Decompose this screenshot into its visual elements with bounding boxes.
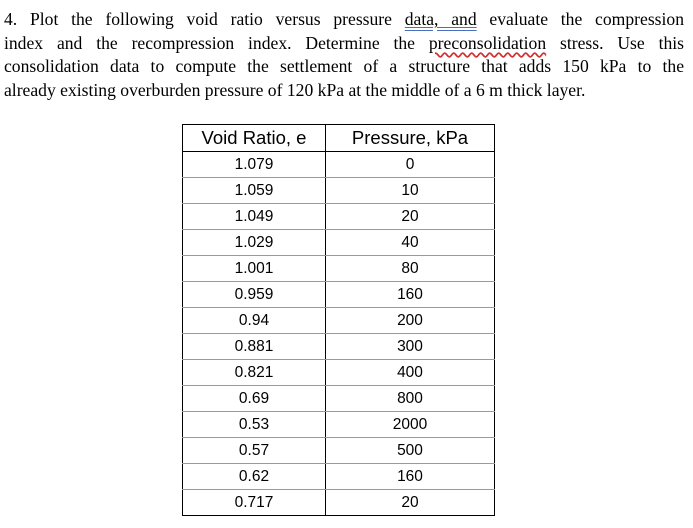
- table-row: [183, 178, 495, 204]
- pressure-cell: 160: [326, 464, 495, 490]
- void-ratio-cell: 1.049: [183, 204, 326, 230]
- void-ratio-cell: 0.62: [183, 464, 326, 490]
- problem-statement: [4, 8, 688, 102]
- table-row: [183, 256, 495, 282]
- void-ratio-cell: 0.881: [183, 334, 326, 360]
- header-pressure: Pressure, kPa: [326, 125, 495, 152]
- pressure-cell: 300: [326, 334, 495, 360]
- void-ratio-pressure-table: [182, 124, 495, 516]
- pressure-cell: 400: [326, 360, 495, 386]
- table-row: [183, 204, 495, 230]
- table-row: [183, 464, 495, 490]
- table-row: [183, 438, 495, 464]
- void-ratio-cell: 1.029: [183, 230, 326, 256]
- table-row: [183, 308, 495, 334]
- problem-line-2-end: stress. Use this: [546, 32, 684, 53]
- table-row: [183, 230, 495, 256]
- void-ratio-cell: 0.69: [183, 386, 326, 412]
- table-row: [183, 334, 495, 360]
- problem-line-1-end: evaluate the compression: [476, 9, 684, 29]
- pressure-cell: 40: [326, 230, 495, 256]
- problem-line-3: consolidation data to compute the settlement of a structure that adds 150 kPa to the: [4, 56, 684, 77]
- spellcheck-underlined-word: preconsolidation: [428, 32, 547, 53]
- pressure-cell: 10: [326, 178, 495, 204]
- void-ratio-cell: 1.001: [183, 256, 326, 282]
- pressure-cell: 2000: [326, 412, 495, 438]
- problem-line-2-start: index and the recompression index. Determine the: [4, 32, 429, 53]
- problem-line-4: already existing overburden pressure of 120 kPa at the middle of a 6 m thick layer.: [4, 79, 586, 100]
- pressure-cell: 80: [326, 256, 495, 282]
- void-ratio-cell: 0.717: [183, 490, 326, 516]
- problem-line-1: [4, 8, 684, 32]
- table-header-row: [183, 125, 495, 152]
- table-row: [183, 386, 495, 412]
- pressure-cell: 800: [326, 386, 495, 412]
- pressure-cell: 500: [326, 438, 495, 464]
- void-ratio-cell: 0.959: [183, 282, 326, 308]
- void-ratio-cell: 1.059: [183, 178, 326, 204]
- table-row: [183, 152, 495, 178]
- grammar-underlined-phrase: data, and: [404, 9, 477, 29]
- pressure-cell: 160: [326, 282, 495, 308]
- void-ratio-cell: 0.821: [183, 360, 326, 386]
- void-ratio-cell: 1.079: [183, 152, 326, 178]
- pressure-cell: 20: [326, 490, 495, 516]
- table-row: [183, 282, 495, 308]
- table-row: [183, 412, 495, 438]
- pressure-cell: 20: [326, 204, 495, 230]
- void-ratio-cell: 0.57: [183, 438, 326, 464]
- void-ratio-cell: 0.53: [183, 412, 326, 438]
- pressure-cell: 0: [326, 152, 495, 178]
- problem-line-1-start: 4. Plot the following void ratio versus pressure: [4, 9, 405, 29]
- header-void-ratio: Void Ratio, e: [183, 125, 326, 152]
- pressure-cell: 200: [326, 308, 495, 334]
- table-row: [183, 490, 495, 516]
- problem-line-2: [4, 32, 684, 56]
- table-row: [183, 360, 495, 386]
- void-ratio-cell: 0.94: [183, 308, 326, 334]
